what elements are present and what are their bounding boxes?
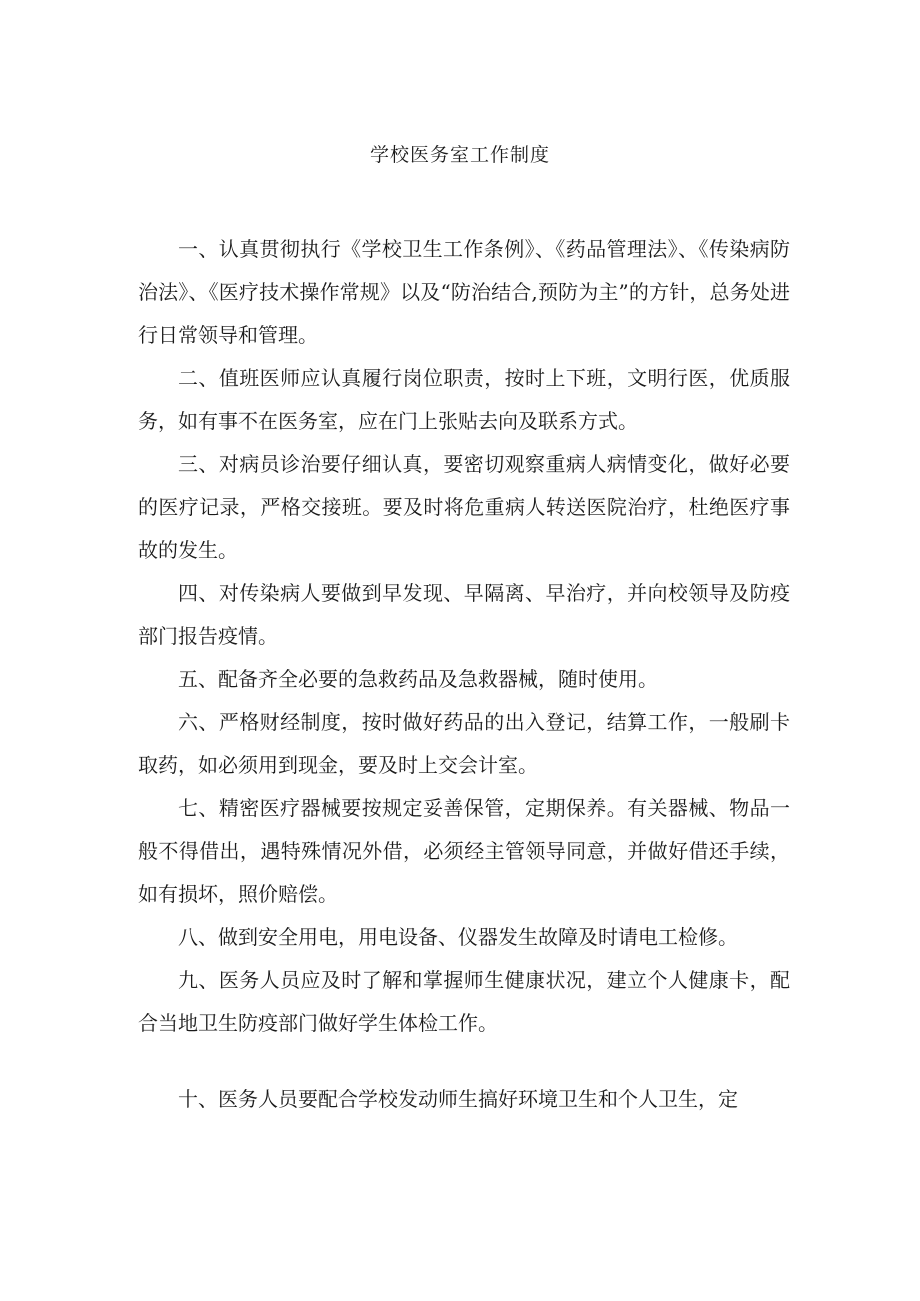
paragraph-9: 九、医务人员应及时了解和掌握师生健康状况，建立个人健康卡，配合当地卫生防疫部门做好学生体检工作。 (138, 968, 790, 1035)
paragraph-8: 八、做到安全用电，用电设备、仪器发生故障及时请电工检修。 (178, 925, 738, 949)
paragraph-2: 二、值班医师应认真履行岗位职责，按时上下班，文明行医，优质服务，如有事不在医务室，应在门上张贴去向及联系方式。 (138, 366, 790, 433)
paragraph-10: 十、医务人员要配合学校发动师生搞好环境卫生和个人卫生，定 (178, 1087, 738, 1111)
paragraph-3: 三、对病员诊治要仔细认真，要密切观察重病人病情变化，做好必要的医疗记录，严格交接班。要及时将危重病人转送医院治疗，杜绝医疗事故的发生。 (138, 452, 790, 562)
paragraph-5: 五、配备齐全必要的急救药品及急救器械，随时使用。 (178, 667, 658, 691)
paragraph-1: 一、认真贯彻执行《学校卫生工作条例》、《药品管理法》、《传染病防治法》、《医疗技术操作常规》以及“防治结合,预防为主”的方针，总务处进行日常领导和管理。 (138, 237, 790, 347)
paragraph-6: 六、严格财经制度，按时做好药品的出入登记，结算工作，一般刷卡取药，如必须用到现金，要及时上交会计室。 (138, 710, 790, 777)
document-body (138, 228, 790, 1121)
paragraph-4: 四、对传染病人要做到早发现、早隔离、早治疗，并向校领导及防疫部门报告疫情。 (138, 581, 790, 648)
document-title: 学校医务室工作制度 (369, 144, 550, 166)
paragraph-7: 七、精密医疗器械要按规定妥善保管，定期保养。有关器械、物品一般不得借出，遇特殊情况外借，必须经主管领导同意，并做好借还手续，如有损坏，照价赔偿。 (138, 796, 790, 906)
